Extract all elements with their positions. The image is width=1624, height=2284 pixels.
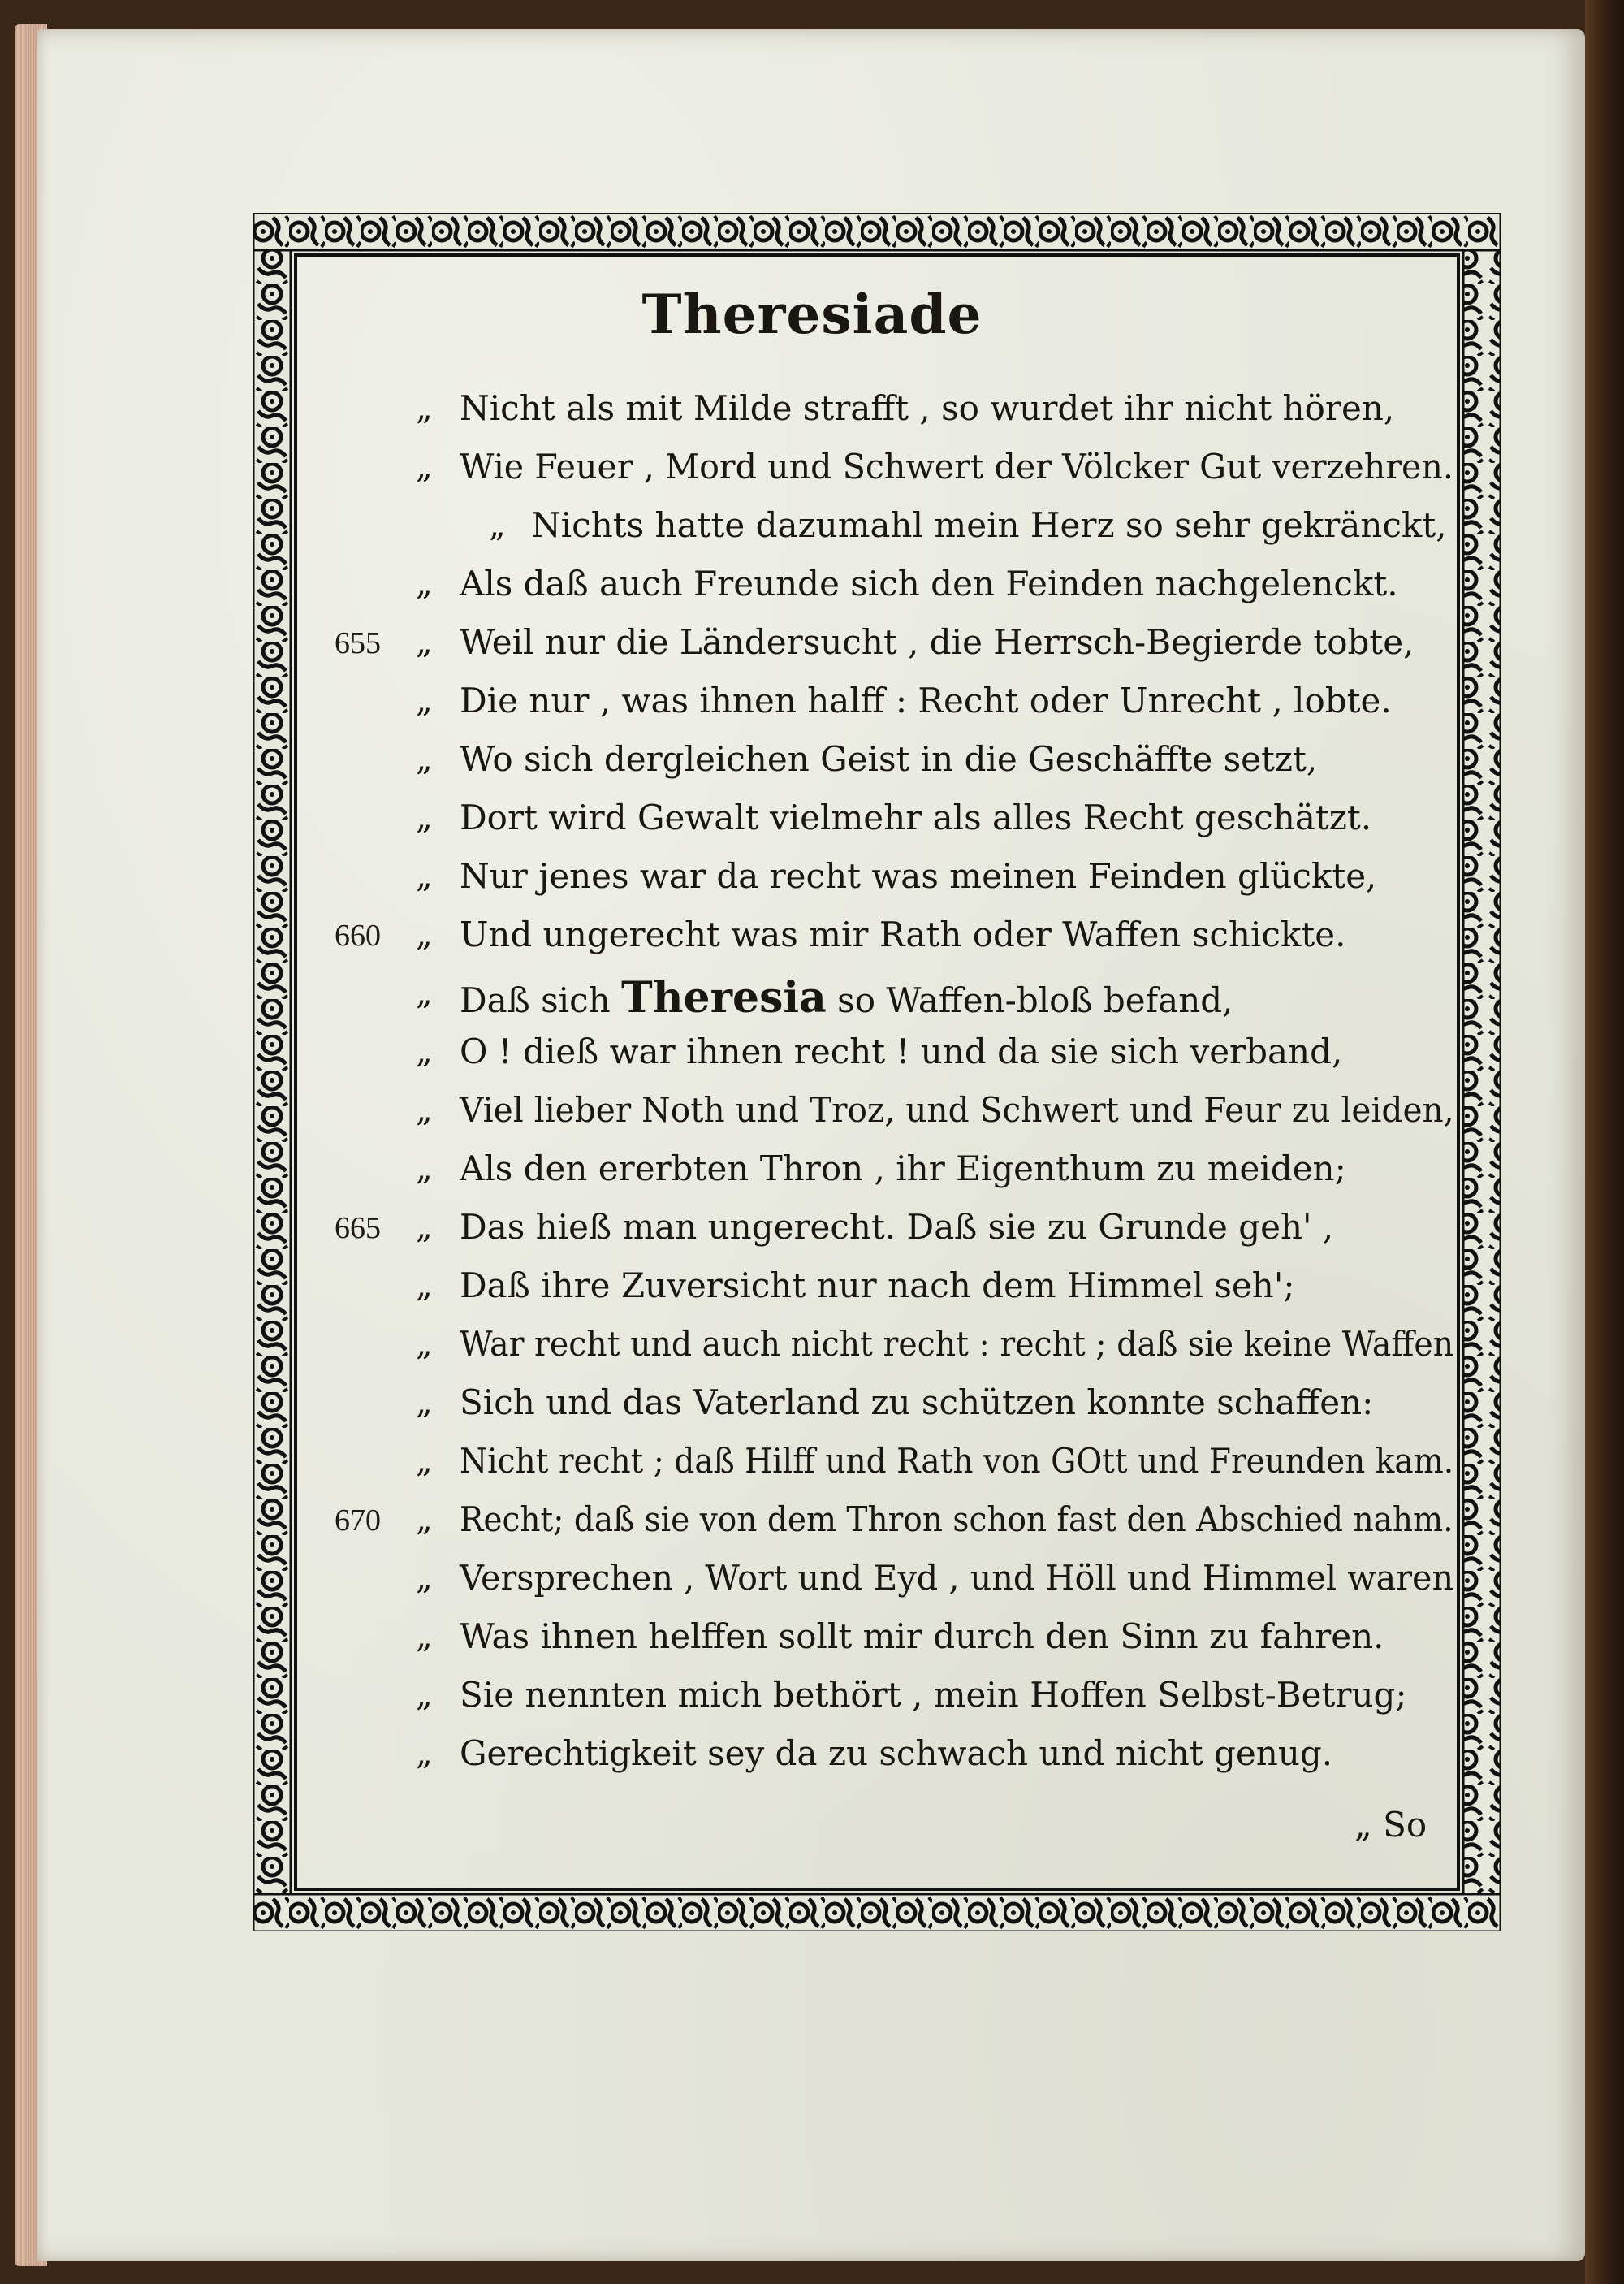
verse-text: Daß ihre Zuversicht nur nach dem Himmel seh'; — [460, 1265, 1295, 1305]
verse-quote-mark: „ — [416, 1150, 433, 1187]
verse-line — [0, 798, 1624, 846]
verse-line — [0, 1441, 1624, 1490]
verse-line — [0, 1382, 1624, 1431]
verse-quote-mark: „ — [416, 1443, 433, 1480]
verse-line — [0, 739, 1624, 788]
verse-line — [0, 447, 1624, 495]
verse-text: Sie nennten mich bethört , mein Hoffen Selbst-Betrug; — [460, 1675, 1407, 1715]
verse-quote-mark: „ — [416, 1267, 433, 1304]
verse-quote-mark: „ — [416, 975, 433, 1012]
verse-text: Und ungerecht was mir Rath oder Waffen schickte. — [460, 915, 1346, 954]
catchword: „ So — [1354, 1805, 1427, 1845]
verse-text: Nichts hatte dazumahl mein Herz so sehr gekränckt, — [531, 505, 1447, 545]
verse-quote-mark: „ — [489, 507, 506, 544]
verse-line — [0, 1265, 1624, 1314]
verse-line — [0, 973, 1624, 1022]
verse-quote-mark: „ — [416, 1384, 433, 1421]
verse-text: Weil nur die Ländersucht , die Herrsch-Begierde tobte, — [460, 622, 1415, 662]
verse-quote-mark: „ — [416, 858, 433, 895]
verse-quote-mark: „ — [416, 1559, 433, 1597]
verse-quote-mark: „ — [416, 1618, 433, 1655]
verse-line — [0, 1207, 1624, 1256]
verse-quote-mark: „ — [416, 1092, 433, 1129]
verse-line — [0, 1558, 1624, 1607]
verse-quote-mark: „ — [416, 448, 433, 486]
verse-quote-mark: „ — [416, 565, 433, 603]
verse-text: O ! dieß war ihnen recht ! und da sie sich verband, — [460, 1032, 1343, 1071]
verse-line — [0, 1090, 1624, 1139]
verse-text: Recht; daß sie von dem Thron schon fast den Abschied nahm. — [460, 1499, 1453, 1539]
verse-line — [0, 1499, 1624, 1548]
verse-line — [0, 1733, 1624, 1782]
line-number: 665 — [335, 1211, 381, 1245]
verse-line — [0, 1032, 1624, 1080]
verse-quote-mark: „ — [416, 741, 433, 778]
verse-line — [0, 622, 1624, 671]
line-number: 660 — [335, 919, 381, 953]
verse-line — [0, 681, 1624, 729]
verse-quote-mark: „ — [416, 624, 433, 661]
verse-text: Dort wird Gewalt vielmehr als alles Recht geschätzt. — [460, 798, 1372, 837]
verse-quote-mark: „ — [416, 1033, 433, 1071]
verse-line — [0, 1616, 1624, 1665]
verse-text: Als daß auch Freunde sich den Feinden nachgelenckt. — [460, 564, 1398, 603]
line-number: 670 — [335, 1503, 381, 1538]
verse-line — [0, 505, 1624, 554]
verse-text: Wo sich dergleichen Geist in die Geschäffte setzt, — [460, 739, 1318, 779]
verse-quote-mark: „ — [416, 1326, 433, 1363]
verse-text: Nur jenes war da recht was meinen Feinden glückte, — [460, 856, 1377, 896]
verse-text: Das hieß man ungerecht. Daß sie zu Grunde geh' , — [460, 1207, 1334, 1247]
verse-text-after: so Waffen-bloß befand, — [826, 980, 1233, 1020]
verse-text: Was ihnen helffen sollt mir durch den Sinn zu fahren. — [460, 1616, 1384, 1656]
verse-text: Viel lieber Noth und Troz, und Schwert und Feur zu leiden, — [460, 1090, 1454, 1130]
verse-quote-mark: „ — [416, 682, 433, 720]
verse-quote-mark: „ — [416, 1735, 433, 1772]
verse-quote-mark: „ — [416, 390, 433, 427]
verse-line — [0, 388, 1624, 437]
verse-line — [0, 1148, 1624, 1197]
verse-quote-mark: „ — [416, 916, 433, 954]
verse-text: Wie Feuer , Mord und Schwert der Völcker Gut verzehren. — [460, 447, 1453, 487]
verse-quote-mark: „ — [416, 1209, 433, 1246]
verse-line — [0, 564, 1624, 612]
verse-text: Sich und das Vaterland zu schützen konnte schaffen: — [460, 1382, 1374, 1422]
line-number: 655 — [335, 626, 381, 660]
verse-text: Die nur , was ihnen halff : Recht oder Unrecht , lobte. — [460, 681, 1392, 720]
verse-text: Nicht recht ; daß Hilff und Rath von GOtt und Freunden kam. — [460, 1441, 1454, 1481]
highlighted-name: Theresia — [621, 973, 827, 1023]
verse-line — [0, 1675, 1624, 1724]
verse-line — [0, 915, 1624, 963]
verse-text: War recht und auch nicht recht : recht ; daß sie keine Waffen — [460, 1324, 1454, 1364]
verse-line — [0, 856, 1624, 905]
verse-text: Versprechen , Wort und Eyd , und Höll und Himmel waren — [460, 1558, 1454, 1598]
verse-quote-mark: „ — [416, 799, 433, 837]
verse-text-before: Daß sich — [460, 980, 622, 1020]
verse-text: Nicht als mit Milde strafft , so wurdet ihr nicht hören, — [460, 388, 1395, 428]
verse-text: Als den ererbten Thron , ihr Eigenthum zu meiden; — [460, 1148, 1346, 1188]
verse-quote-mark: „ — [416, 1676, 433, 1714]
verse-text — [460, 973, 1233, 1023]
verse-quote-mark: „ — [416, 1501, 433, 1538]
page-title: Theresiade — [641, 283, 983, 346]
verse-text: Gerechtigkeit sey da zu schwach und nicht genug. — [460, 1733, 1333, 1773]
verse-line — [0, 1324, 1624, 1373]
